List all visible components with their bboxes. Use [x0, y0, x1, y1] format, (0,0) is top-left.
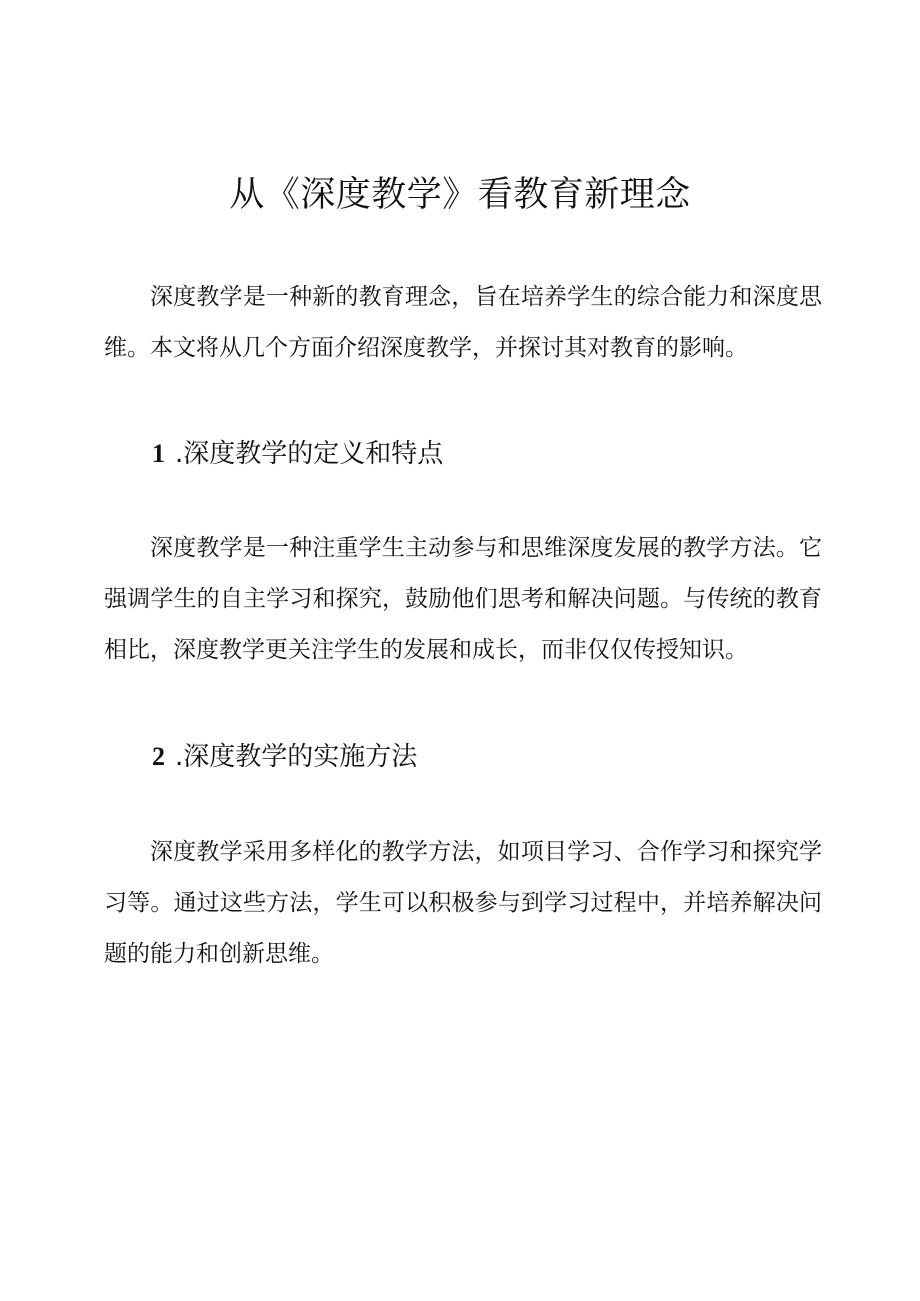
- section-title-2: .深度教学的实施方法: [175, 742, 418, 772]
- section-body-1: 深度教学是一种注重学生主动参与和思维深度发展的教学方法。它强调学生的自主学习和探究，鼓励他们思考和解决问题。与传统的教育相比，深度教学更关注学生的发展和成长，而非仅仅传授知识。: [104, 535, 822, 663]
- section-heading-1: [152, 436, 443, 472]
- section-title-1: .深度教学的定义和特点: [175, 439, 444, 469]
- document-title: 从《深度教学》看教育新理念: [229, 175, 691, 215]
- section-number-2: 2: [152, 742, 165, 771]
- section-number-1: 1: [152, 439, 165, 468]
- section-heading-2: [152, 739, 417, 775]
- intro-paragraph: 深度教学是一种新的教育理念，旨在培养学生的综合能力和深度思维。本文将从几个方面介绍深度教学，并探讨其对教育的影响。: [104, 284, 822, 361]
- section-body-2: 深度教学采用多样化的教学方法，如项目学习、合作学习和探究学习等。通过这些方法，学生可以积极参与到学习过程中，并培养解决问题的能力和创新思维。: [104, 839, 822, 967]
